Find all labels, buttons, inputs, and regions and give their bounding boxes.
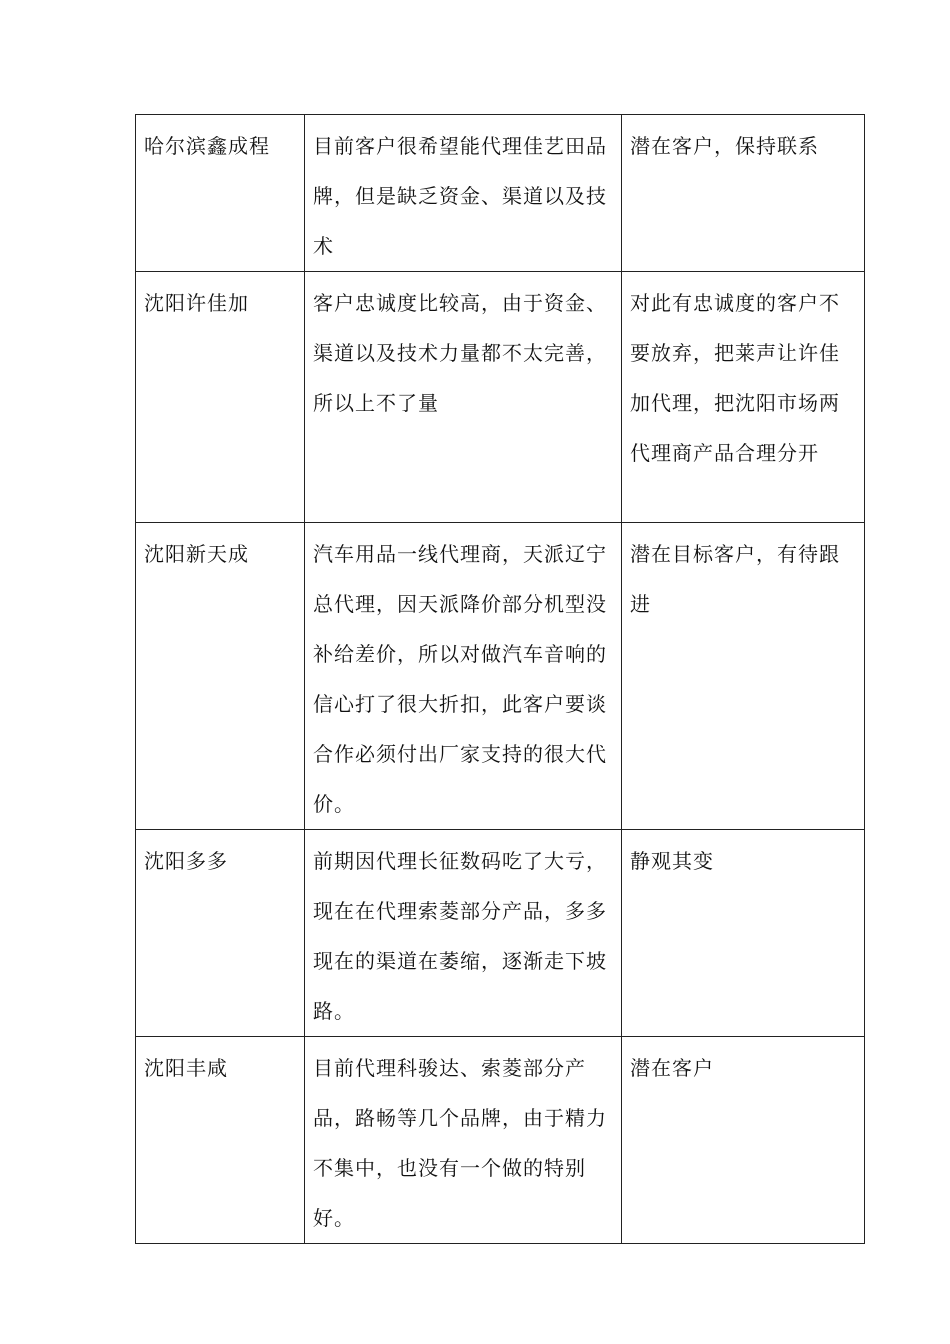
customer-description-cell: 前期因代理长征数码吃了大亏，现在在代理索菱部分产品，多多现在的渠道在萎缩，逐渐走下坡路。 bbox=[305, 830, 622, 1037]
customer-name-cell: 沈阳多多 bbox=[136, 830, 305, 1037]
table-row bbox=[136, 523, 865, 830]
table-row bbox=[136, 1037, 865, 1244]
customer-description-cell: 目前代理科骏达、索菱部分产品，路畅等几个品牌，由于精力不集中，也没有一个做的特别好。 bbox=[305, 1037, 622, 1244]
table-row bbox=[136, 272, 865, 523]
customer-name-cell: 沈阳新天成 bbox=[136, 523, 305, 830]
customer-action-cell: 潜在目标客户，有待跟进 bbox=[622, 523, 865, 830]
customer-action-cell: 静观其变 bbox=[622, 830, 865, 1037]
customer-description-cell: 客户忠诚度比较高，由于资金、渠道以及技术力量都不太完善，所以上不了量 bbox=[305, 272, 622, 523]
customer-description-cell: 目前客户很希望能代理佳艺田品牌，但是缺乏资金、渠道以及技术 bbox=[305, 115, 622, 272]
customer-table-body bbox=[136, 115, 865, 1244]
customer-table bbox=[135, 114, 865, 1244]
table-row bbox=[136, 115, 865, 272]
customer-description-cell: 汽车用品一线代理商，天派辽宁总代理，因天派降价部分机型没补给差价，所以对做汽车音响的信心打了很大折扣，此客户要谈合作必须付出厂家支持的很大代价。 bbox=[305, 523, 622, 830]
customer-action-cell: 潜在客户 bbox=[622, 1037, 865, 1244]
table-row bbox=[136, 830, 865, 1037]
customer-name-cell: 哈尔滨鑫成程 bbox=[136, 115, 305, 272]
customer-name-cell: 沈阳许佳加 bbox=[136, 272, 305, 523]
customer-action-cell: 对此有忠诚度的客户不要放弃，把莱声让许佳加代理，把沈阳市场两代理商产品合理分开 bbox=[622, 272, 865, 523]
customer-action-cell: 潜在客户，保持联系 bbox=[622, 115, 865, 272]
customer-name-cell: 沈阳丰咸 bbox=[136, 1037, 305, 1244]
